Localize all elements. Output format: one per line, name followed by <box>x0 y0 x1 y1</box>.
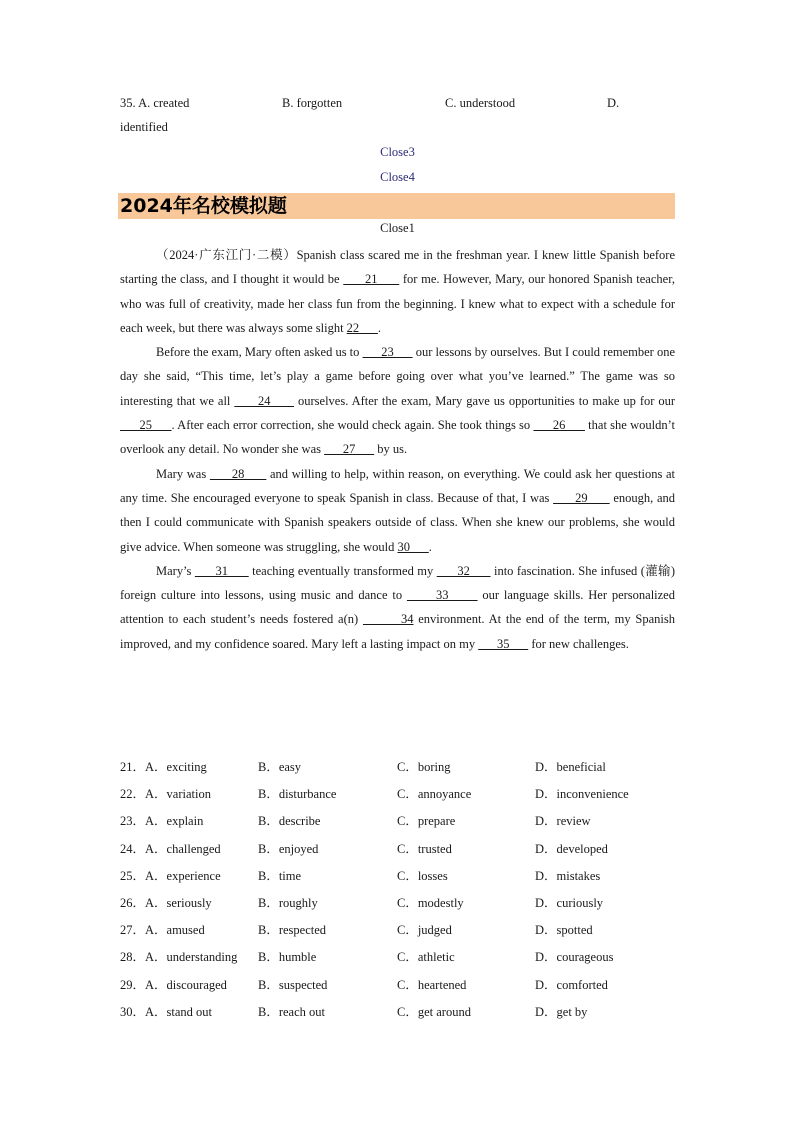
option-b: B．reach out <box>258 1004 325 1019</box>
option-a: 29．A．discouraged <box>120 977 227 992</box>
option-b: B．describe <box>258 814 321 829</box>
blank-33: 33 <box>406 588 478 603</box>
blank-24: 24 <box>234 393 295 408</box>
blank-22: 22 <box>346 320 378 335</box>
option-a: 28．A．understanding <box>120 950 238 965</box>
option-row <box>120 1002 680 1029</box>
q35-option-b: B. forgotten <box>282 96 343 110</box>
option-a: 24．A．challenged <box>120 841 221 856</box>
option-b: B．enjoyed <box>258 841 319 856</box>
q35-option-d-letter: D. <box>607 96 620 110</box>
blank-27: 27 <box>324 442 375 457</box>
option-c: C．get around <box>397 1004 471 1019</box>
option-d: D．developed <box>535 841 608 856</box>
blank-26: 26 <box>533 418 585 433</box>
option-a: 27．A．amused <box>120 923 205 938</box>
cloze-title: Close1 <box>380 221 415 235</box>
link-close4[interactable]: Close4 <box>380 170 415 184</box>
option-b: B．time <box>258 868 302 883</box>
q35-a-text: A. created <box>138 96 190 110</box>
option-a: 25．A．experience <box>120 868 221 883</box>
option-a: 30．A．stand out <box>120 1004 213 1019</box>
blank-31: 31 <box>194 563 249 578</box>
answer-options <box>120 757 680 1029</box>
option-d: D．get by <box>535 1004 588 1019</box>
paragraph-3: Mary was 28 and willing to help, within reason, on everything. We could ask her questions at any time. She encouraged everyone to speak Spanish in class. Because of that, I was 29 enough, and then I could communicate with Spanish speakers outside of class. When she knew our problems, she would give advice. When someone was struggling, she would 30 . <box>120 466 676 554</box>
option-a: 23．A．explain <box>120 814 204 829</box>
option-c: C．annoyance <box>397 787 472 802</box>
option-a: 21．A．exciting <box>120 760 207 774</box>
option-d: D．mistakes <box>535 868 601 883</box>
option-c: C．boring <box>397 760 451 774</box>
paragraph-4: Mary’s 31 teaching eventually transformed my 32 into fascination. She infused (灌输) foreign culture into lessons, using music and dance to 33 our language skills. Her personalized attention to each student’s needs fostered a(n) 34 environment. At the end of the term, my Spanish improved, and my confidence soared. Mary left a lasting impact on my 35 for new challenges. <box>120 563 676 651</box>
option-b: B．respected <box>258 923 327 938</box>
option-d: D．curiously <box>535 895 604 910</box>
option-b: B．suspected <box>258 977 328 992</box>
option-c: C．modestly <box>397 895 464 910</box>
option-row <box>120 920 680 947</box>
option-d: D．courageous <box>535 950 614 965</box>
option-c: C．prepare <box>397 814 456 829</box>
paragraph-2: Before the exam, Mary often asked us to 23 our lessons by ourselves. But I could remember one day she said, “This time, let’s play a game before going over what you’ve learned.” The game was so interesting that we all 24 ourselves. After the exam, Mary gave us opportunities to make up for our 25 . After each error correction, she would check again. She took things so 26 that she wouldn’t overlook any detail. No wonder she was 27 by us. <box>120 345 676 457</box>
option-row <box>120 947 680 974</box>
blank-23: 23 <box>362 345 413 360</box>
paragraph-1: （2024·广东江门·二模）Spanish class scared me in the freshman year. I knew little Spanish before starting the class, and I thought it would be 21 for me. However, Mary, our honored Spanish teacher, who was full of creativity, made her class fun from the beginning. I knew what to expect with a schedule for each week, but there was always some slight 22 . <box>120 248 675 335</box>
option-row <box>120 839 680 866</box>
option-row <box>120 893 680 920</box>
blank-32: 32 <box>436 563 491 578</box>
link-close3[interactable]: Close3 <box>380 145 415 159</box>
cloze-passage <box>120 243 675 656</box>
blank-21: 21 <box>343 272 400 287</box>
question-35-options <box>120 96 675 112</box>
blank-25: 25 <box>120 418 172 433</box>
blank-34: 34 <box>362 612 414 627</box>
source-tag: （2024·广东江门·二模） <box>156 248 297 262</box>
option-c: C．heartened <box>397 977 467 992</box>
q35-option-a <box>120 96 189 111</box>
option-row <box>120 784 680 811</box>
option-d: D．spotted <box>535 923 593 938</box>
option-b: B．disturbance <box>258 787 337 802</box>
option-c: C．judged <box>397 923 452 938</box>
q35-number: 35. <box>120 96 136 110</box>
blank-30: 30 <box>397 539 429 554</box>
option-b: B．roughly <box>258 895 318 910</box>
option-d: D．review <box>535 814 591 829</box>
option-d: D．inconvenience <box>535 787 629 802</box>
option-row <box>120 757 680 784</box>
blank-28: 28 <box>209 466 267 481</box>
option-b: B．easy <box>258 760 302 774</box>
option-c: C．athletic <box>397 950 455 965</box>
option-row <box>120 866 680 893</box>
option-d: D．beneficial <box>535 760 606 774</box>
option-row <box>120 811 680 838</box>
option-c: C．trusted <box>397 841 452 856</box>
option-a: 26．A．seriously <box>120 895 212 910</box>
blank-35: 35 <box>478 636 529 651</box>
q35-option-c: C. understood <box>445 96 516 110</box>
q35-option-d-word: identified <box>120 120 168 134</box>
option-a: 22．A．variation <box>120 787 211 802</box>
option-b: B．humble <box>258 950 317 965</box>
option-d: D．comforted <box>535 977 608 992</box>
option-c: C．losses <box>397 868 448 883</box>
option-row <box>120 975 680 1002</box>
section-banner: 2024年名校模拟题 <box>118 193 675 219</box>
blank-29: 29 <box>553 490 610 505</box>
